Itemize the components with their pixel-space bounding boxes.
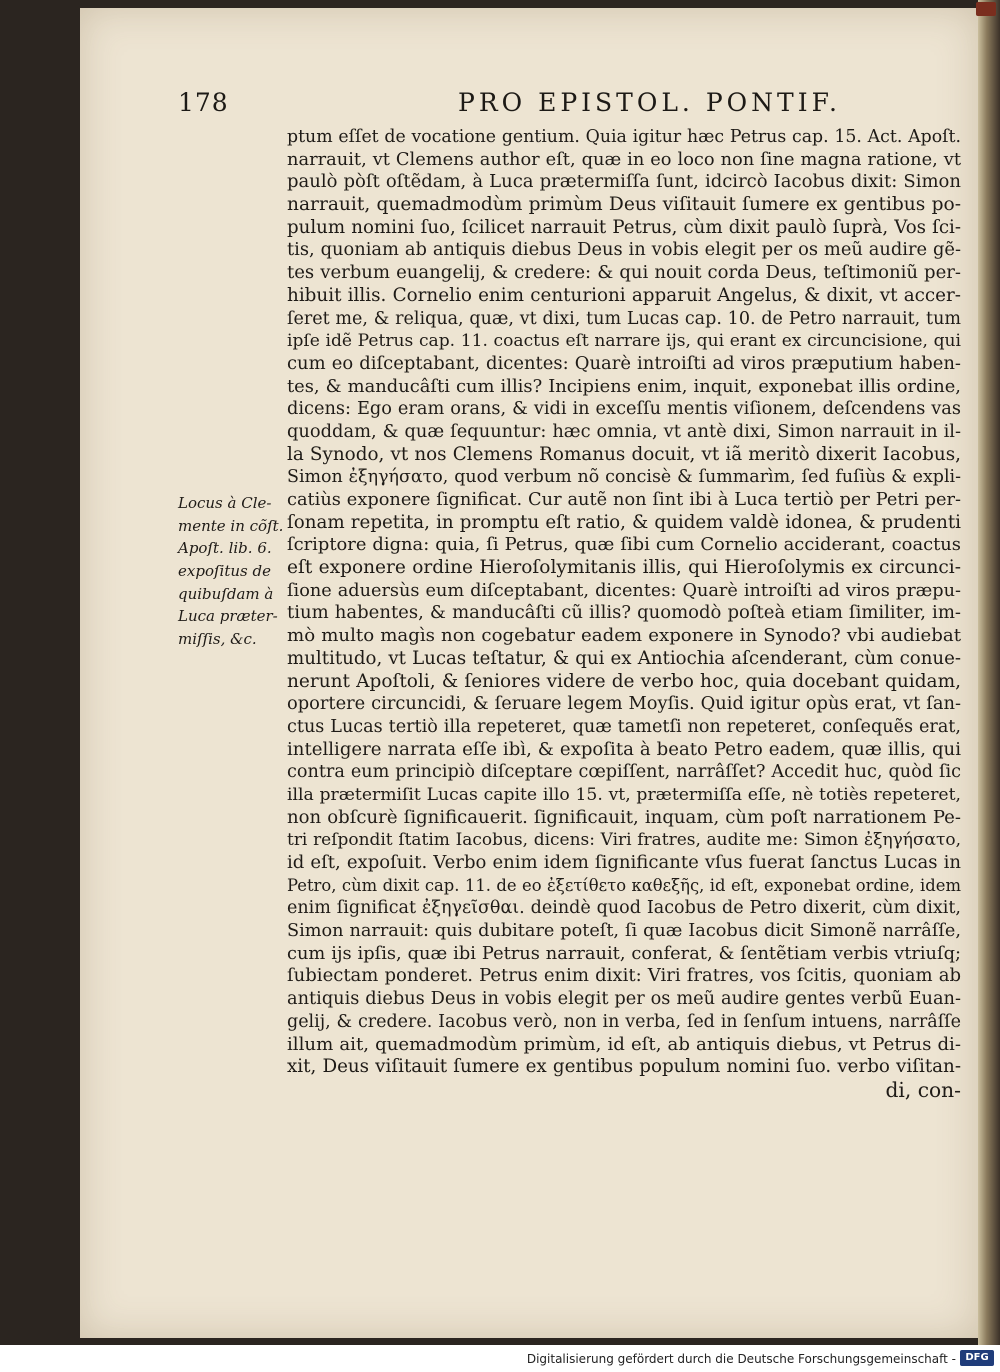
text-line: ctus Lucas tertiò illa repeteret, quæ tametſi non repeteret, conſequẽs erat,	[287, 716, 961, 737]
text-line: Petro, cùm dixit cap. 11. de eo ἐξετίθετο καθεξῆς, id eſt, exponebat ordine, idem	[287, 875, 961, 895]
dfg-logo-icon: DFG	[960, 1350, 994, 1366]
text-line: tes verbum euangelij, & credere: & qui nouit corda Deus, teſtimoniũ per-	[287, 262, 961, 284]
main-text-block	[287, 126, 961, 1102]
text-line: quoddam, & quæ ſequuntur: hæc omnia, vt antè dixi, Simon narrauit in il-	[287, 420, 961, 442]
text-line: non obſcurè ſignificauerit. ſignificauit, inquam, cùm poſt narrationem Pe-	[287, 806, 961, 828]
text-line: mò multo magìs non cogebatur eadem exponere in Synodo? vbi audiebat	[287, 625, 961, 647]
page-edge-shadow	[978, 0, 1000, 1345]
text-line: cum eo diſceptabant, dicentes: Quarè introiſti ad viros præputium haben-	[287, 352, 961, 374]
text-line: catiùs exponere ſignificat. Cur autẽ non ſint ibi à Luca tertiò per Petri per-	[287, 490, 961, 510]
marginal-line: Locus à Cle-	[178, 494, 272, 512]
text-line: tis, quoniam ab antiquis diebus Deus in vobis elegit per os meũ audire gẽ-	[287, 239, 961, 261]
text-line: illum ait, quemadmodùm primùm, id eſt, ab antiquis diebus, vt Petrus di-	[287, 1033, 961, 1055]
text-line: nerunt Apoſtoli, & ſeniores videre de verbo hoc, quia docebant quidam,	[287, 670, 961, 692]
text-line: ſeret me, & reliqua, quæ, vt dixi, tum Lucas cap. 10. de Petro narrauit, tum	[287, 308, 961, 329]
text-line: ſione aduersùs eum diſceptabant, dicentes: Quarè introiſti ad viros præpu-	[287, 580, 961, 601]
text-line: narrauit, quemadmodùm primùm Deus viſitauit ſumere ex gentibus po-	[287, 194, 961, 216]
text-line: oportere circuncidi, & ſeruare legem Moyſis. Quid igitur opùs erat, vt ſan-	[287, 693, 961, 715]
page-number: 178	[178, 88, 229, 117]
text-line: eſt exponere ordine Hieroſolymitanis illis, qui Hieroſolymis ex circunci-	[287, 557, 961, 579]
running-head	[178, 88, 978, 128]
marginal-line: quibuſdam à	[178, 584, 274, 603]
text-line: intelligere narrata eſſe ibì, & expoſita à beato Petro eadem, quæ illis, qui	[287, 738, 961, 760]
text-line: paulò pòſt oſtẽdam, à Luca prætermiſſa ſunt, idcircò Iacobus dixit: Simon	[287, 171, 961, 193]
text-line: Simon narrauit: quis dubitare poteſt, ſi quæ Iacobus dicit Simonẽ narrâſſe,	[287, 921, 961, 942]
text-line: contra eum principiò diſceptare cœpiſſent, narrâſſet? Accedit huc, quòd ſic	[287, 762, 961, 783]
footer-bar	[0, 1345, 1000, 1372]
text-line: enim ſignificat ἐξηγεῖσθαι. deindè quod Iacobus de Petro dixerit, cùm dixit,	[287, 898, 961, 919]
text-line: tri reſpondit ſtatim Iacobus, dicens: Viri fratres, audite me: Simon ἐξηγήσατο,	[287, 830, 961, 851]
text-line: tes, & manducâſti cum illis? Incipiens enim, inquit, exponebat illis ordine,	[287, 375, 961, 397]
marginal-note	[178, 492, 288, 651]
marginal-line: mente in cõſt.	[178, 516, 284, 535]
text-line: ptum eſſet de vocatione gentium. Quia igitur hæc Petrus cap. 15. Act. Apoſt.	[287, 127, 961, 147]
text-line: ſonam repetita, in promptu eſt ratio, & quidem valdè idonea, & prudenti	[287, 511, 961, 533]
text-line: ſubiectam ponderet. Petrus enim dixit: Viri fratres, vos ſcitis, quoniam ab	[287, 965, 961, 987]
running-title: PRO EPISTOL. PONTIF.	[458, 88, 841, 117]
marginal-line: Apoſt. lib. 6.	[178, 539, 272, 558]
text-line: cum ijs ipſis, quæ ibi Petrus narrauit, conferat, & ſentẽtiam verbis vtriuſq;	[287, 942, 961, 964]
text-line: tium habentes, & manducâſti cũ illis? quomodò poſteà etiam ſimiliter, im-	[287, 602, 961, 624]
text-line: pulum nomini ſuo, ſcilicet narrauit Petrus, cùm dixit paulò ſuprà, Vos ſci-	[287, 216, 961, 238]
text-line: la Synodo, vt nos Clemens Romanus docuit, vt iã meritò dixerit Iacobus,	[287, 443, 961, 465]
marginal-line: miſſis, &c.	[178, 630, 257, 649]
catchword: di, con-	[885, 1077, 961, 1102]
text-line: dicens: Ego eram orans, & vidi in exceſſu mentis viſionem, deſcendens vas	[287, 399, 961, 420]
marginal-line: Luca præter-	[178, 607, 278, 626]
text-line: multitudo, vt Lucas teſtatur, & qui ex Antiochia aſcenderant, cùm conue-	[287, 647, 961, 669]
text-line: xit, Deus viſitauit ſumere ex gentibus populum nomini ſuo. verbo viſitan-	[287, 1056, 961, 1078]
text-line: hibuit illis. Cornelio enim centurioni apparuit Angelus, & dixit, vt accer-	[287, 284, 961, 306]
text-line: id eſt, expoſuit. Verbo enim idem ſignificante vſus fuerat ſanctus Lucas in	[287, 852, 961, 873]
color-target-mark	[976, 2, 996, 16]
text-line: ſcriptore digna: quia, ſi Petrus, quæ ſibi cum Cornelio acciderant, coactus	[287, 534, 961, 556]
text-line: antiquis diebus Deus in vobis elegit per os meũ audire gentes verbũ Euan-	[287, 989, 961, 1010]
text-line: illa prætermiſit Lucas capite illo 15. vt, prætermiſſa eſſe, nè totiès repeteret,	[287, 784, 961, 805]
text-line: ipſe idẽ Petrus cap. 11. coactus eſt narrare ijs, qui erant ex circuncisione, qui	[287, 331, 961, 352]
text-line: narrauit, vt Clemens author eſt, quæ in eo loco non ſine magna ratione, vt	[287, 148, 961, 170]
marginal-line: expoſitus de	[178, 562, 271, 581]
text-line: gelij, & credere. Iacobus verò, non in verba, ſed in ſenſum intuens, narrâſſe	[287, 1011, 961, 1032]
funding-credit: Digitalisierung gefördert durch die Deutsche Forschungsgemeinschaft -	[526, 1352, 956, 1366]
text-line: Simon ἐξηγήσατο, quod verbum nõ concisè & ſummarìm, ſed fuſiùs & expli-	[287, 467, 961, 488]
